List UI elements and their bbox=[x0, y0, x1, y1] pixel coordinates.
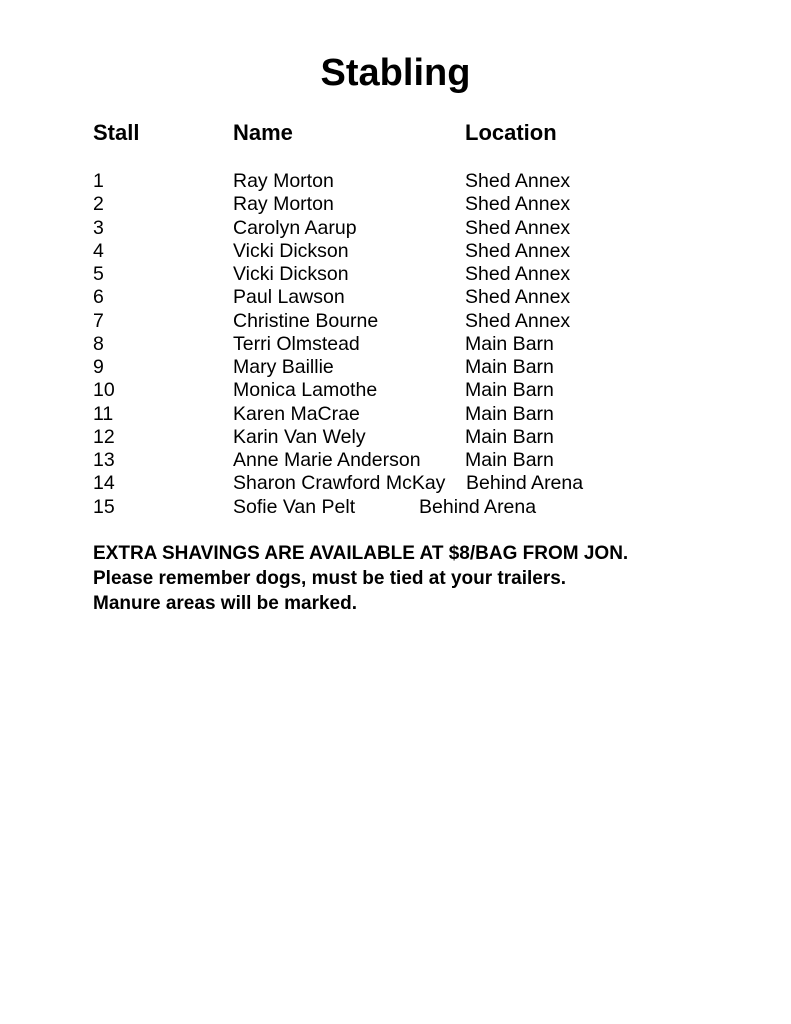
location-cell: Main Barn bbox=[465, 449, 554, 471]
table-row bbox=[93, 379, 713, 402]
location-cell: Behind Arena bbox=[466, 472, 584, 495]
table-row bbox=[93, 333, 713, 356]
location-cell: Shed Annex bbox=[465, 286, 571, 309]
name-cell: Mary Baillie bbox=[233, 356, 334, 378]
name-cell: Sharon Crawford McKay bbox=[233, 472, 446, 495]
table-row bbox=[93, 472, 713, 495]
name-cell: Vicki Dickson bbox=[233, 239, 349, 262]
table-row bbox=[93, 426, 713, 449]
header-name: Name bbox=[233, 120, 293, 145]
location-cell: Shed Annex bbox=[465, 216, 571, 239]
name-cell: Carolyn Aarup bbox=[233, 216, 357, 239]
stall-cell: 11 bbox=[93, 402, 114, 425]
notes-section bbox=[93, 541, 753, 616]
location-cell: Shed Annex bbox=[465, 239, 571, 262]
stall-cell: 8 bbox=[93, 332, 104, 355]
name-cell: Anne Marie Anderson bbox=[233, 449, 421, 471]
location-cell: Shed Annex bbox=[465, 263, 571, 285]
stall-cell: 12 bbox=[93, 425, 115, 448]
stall-cell: 9 bbox=[93, 356, 104, 378]
name-cell: Sofie Van Pelt bbox=[233, 495, 356, 518]
table-row bbox=[93, 217, 713, 240]
location-cell: Shed Annex bbox=[465, 170, 571, 192]
stall-cell: 3 bbox=[93, 216, 104, 239]
name-cell: Ray Morton bbox=[233, 170, 334, 192]
header-stall: Stall bbox=[93, 120, 140, 145]
table-row bbox=[93, 240, 713, 263]
page-title: Stabling bbox=[320, 52, 471, 94]
location-cell: Main Barn bbox=[465, 356, 554, 378]
stall-cell: 2 bbox=[93, 193, 104, 216]
stall-cell: 10 bbox=[93, 379, 115, 402]
name-cell: Vicki Dickson bbox=[233, 263, 349, 285]
name-cell: Terri Olmstead bbox=[233, 332, 360, 355]
name-cell: Karin Van Wely bbox=[233, 425, 366, 448]
name-cell: Ray Morton bbox=[233, 193, 334, 216]
stall-cell: 15 bbox=[93, 495, 115, 518]
shavings-note: EXTRA SHAVINGS ARE AVAILABLE AT $8/BAG FROM JON. bbox=[93, 543, 629, 564]
location-cell: Main Barn bbox=[465, 425, 554, 448]
stall-cell: 5 bbox=[93, 263, 104, 285]
table-row bbox=[93, 286, 713, 309]
name-cell: Karen MaCrae bbox=[233, 402, 360, 425]
location-cell: Main Barn bbox=[465, 402, 554, 425]
location-cell: Main Barn bbox=[465, 379, 554, 402]
location-cell: Behind Arena bbox=[419, 495, 537, 518]
name-cell: Christine Bourne bbox=[233, 309, 379, 332]
manure-note: Manure areas will be marked. bbox=[93, 593, 358, 614]
header-location: Location bbox=[465, 120, 557, 145]
stall-cell: 1 bbox=[93, 170, 104, 192]
stall-cell: 14 bbox=[93, 472, 115, 495]
stall-cell: 6 bbox=[93, 286, 104, 309]
location-cell: Shed Annex bbox=[465, 193, 571, 216]
stabling-table bbox=[93, 170, 713, 519]
location-cell: Shed Annex bbox=[465, 309, 571, 332]
stall-cell: 13 bbox=[93, 449, 115, 471]
table-row bbox=[93, 170, 713, 193]
table-row bbox=[93, 310, 713, 333]
name-cell: Paul Lawson bbox=[233, 286, 345, 309]
stall-cell: 7 bbox=[93, 309, 104, 332]
table-row bbox=[93, 193, 713, 216]
table-row bbox=[93, 356, 713, 379]
dogs-note: Please remember dogs, must be tied at your trailers. bbox=[93, 568, 567, 589]
stall-cell: 4 bbox=[93, 239, 104, 262]
location-cell: Main Barn bbox=[465, 332, 554, 355]
name-cell: Monica Lamothe bbox=[233, 379, 378, 402]
table-row bbox=[93, 449, 713, 472]
table-row bbox=[93, 403, 713, 426]
table-row bbox=[93, 496, 713, 519]
table-row bbox=[93, 263, 713, 286]
table-header bbox=[93, 118, 713, 148]
